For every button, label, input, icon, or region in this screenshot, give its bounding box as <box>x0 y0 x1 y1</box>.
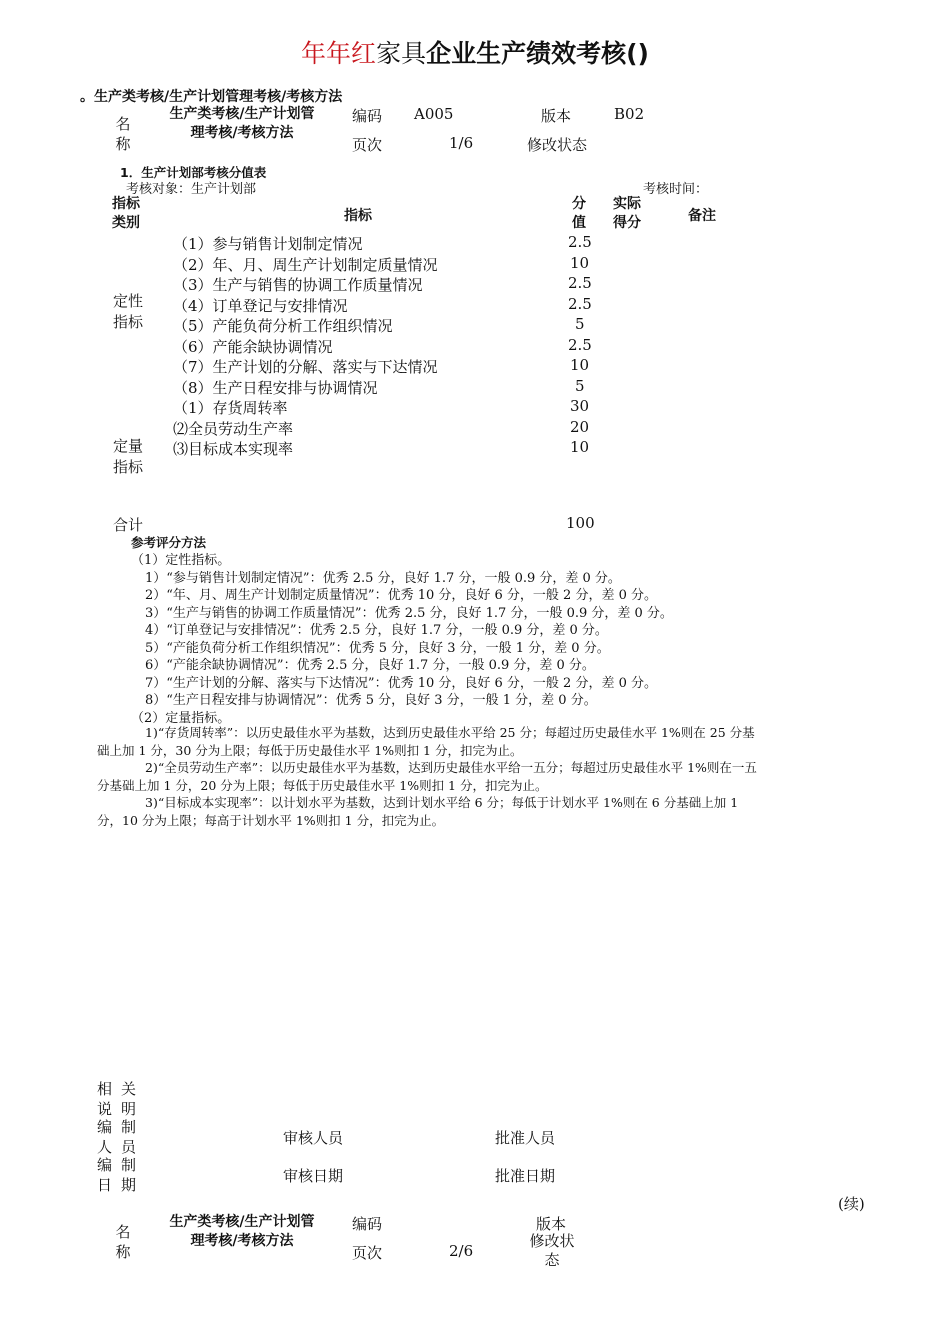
header2-code-label: 编码 <box>352 1215 383 1233</box>
header2-revision-label: 修改状态 <box>529 1232 575 1269</box>
table-row-score: 20 <box>570 418 590 436</box>
editor-label: 编制人员 <box>97 1118 146 1156</box>
table-row-score: 10 <box>570 254 590 272</box>
related-label: 相关说明 <box>97 1080 146 1118</box>
qualitative-head: （1）定性指标。 <box>131 553 231 568</box>
table-row-score: 30 <box>570 397 590 415</box>
table-row-indicator: （5）产能负荷分析工作组织情况 <box>173 317 393 335</box>
breadcrumb: 。生产类考核/生产计划管理考核/考核方法 <box>80 89 343 105</box>
col-category: 指标类别 <box>112 196 140 231</box>
table-row-indicator: （7）生产计划的分解、落实与下达情况 <box>173 358 438 376</box>
method-item: 1）“参与销售计划制定情况”：优秀 2.5 分，良好 1.7 分，一般 0.9 分，差 0 分。 <box>145 571 621 586</box>
header-page-value: 1/6 <box>449 134 474 152</box>
header2-page-value: 2/6 <box>449 1242 474 1260</box>
table-row-indicator: （1）参与销售计划制定情况 <box>173 235 363 253</box>
header2-name-value: 生产类考核/生产计划管理考核/考核方法 <box>169 1214 315 1249</box>
approve-date-label: 批准日期 <box>495 1167 556 1185</box>
method-item: 8）“生产日程安排与协调情况”：优秀 5 分，良好 3 分，一般 1 分，差 0 分。 <box>145 693 597 708</box>
table-row-score: 2.5 <box>568 336 592 354</box>
method-item: 4）“订单登记与安排情况”：优秀 2.5 分，良好 1.7 分，一般 0.9 分，差 0 分。 <box>145 623 608 638</box>
method-item: 3）“生产与销售的协调工作质量情况”：优秀 2.5 分，良好 1.7 分，一般 0.9 分，差 0 分。 <box>145 606 673 621</box>
col-score: 分值 <box>572 196 586 231</box>
table-row-score: 5 <box>575 315 585 333</box>
header-page-label: 页次 <box>352 136 383 154</box>
method-paragraph: 1)“存货周转率”：以历史最佳水平为基数，达到历史最佳水平给 25 分；每超过历史最佳水平 1%则在 25 分基础上加 1 分，30 分为上限；每低于历史最佳水平 1%则扣 1 分，扣完为止。 <box>97 725 755 758</box>
method-item: 2）“年、月、周生产计划制定质量情况”：优秀 10 分，良好 6 分，一般 2 分，差 0 分。 <box>145 588 657 603</box>
header-name-label: 名称 <box>115 115 131 153</box>
method-item: 7）“生产计划的分解、落实与下达情况”：优秀 10 分，良好 6 分，一般 2 分，差 0 分。 <box>145 676 657 691</box>
table-row-indicator: （2）年、月、周生产计划制定质量情况 <box>173 256 438 274</box>
table-row-indicator: （1）存货周转率 <box>173 399 288 417</box>
col-remark: 备注 <box>688 208 716 224</box>
header-version-value: B02 <box>614 105 645 123</box>
approver-label: 批准人员 <box>495 1129 556 1147</box>
header-version-label: 版本 <box>541 107 572 125</box>
header2-version-label: 版本 <box>536 1215 567 1233</box>
table-row-score: 10 <box>570 438 590 456</box>
review-date-label: 审核日期 <box>283 1167 344 1185</box>
qualitative-label: 定性指标 <box>113 292 144 331</box>
table-row-score: 2.5 <box>568 295 592 313</box>
quantitative-label: 定量指标 <box>113 437 144 476</box>
method-item: 6）“产能余缺协调情况”：优秀 2.5 分，良好 1.7 分，一般 0.9 分，差 0 分。 <box>145 658 595 673</box>
table-row-indicator: （4）订单登记与安排情况 <box>173 297 348 315</box>
reviewer-label: 审核人员 <box>283 1129 344 1147</box>
header-code-value: A005 <box>414 105 454 123</box>
header-revision-label: 修改状态 <box>527 136 588 154</box>
header2-name-label: 名称 <box>115 1223 131 1261</box>
header-code-label: 编码 <box>352 107 383 125</box>
table-row-indicator: （6）产能余缺协调情况 <box>173 338 333 356</box>
col-indicator: 指标 <box>344 208 372 224</box>
table-row-score: 2.5 <box>568 274 592 292</box>
table-row-indicator: ⑵全员劳动生产率 <box>173 420 294 438</box>
section-title: 1．生产计划部考核分值表 <box>120 165 267 180</box>
table-row-indicator: ⑶目标成本实现率 <box>173 440 294 458</box>
method-title: 参考评分方法 <box>131 535 207 550</box>
table-row-score: 5 <box>575 377 585 395</box>
col-actual: 实际得分 <box>613 196 641 231</box>
table-row-indicator: （3）生产与销售的协调工作质量情况 <box>173 276 423 294</box>
quantitative-head: （2）定量指标。 <box>131 711 231 726</box>
method-paragraph: 3)“目标成本实现率”：以计划水平为基数，达到计划水平给 6 分；每低于计划水平 1%则在 6 分基础上加 1 分，10 分为上限；每高于计划水平 1%则扣 1 分，扣完为止。 <box>97 795 739 828</box>
table-row-score: 10 <box>570 356 590 374</box>
method-item: 5）“产能负荷分析工作组织情况”：优秀 5 分，良好 3 分，一般 1 分，差 0 分。 <box>145 641 610 656</box>
method-paragraph: 2)“全员劳动生产率”：以历史最佳水平为基数，达到历史最佳水平给一五分；每超过历史最佳水平 1%则在一五分基础上加 1 分，20 分为上限；每低于历史最佳水平 1%则扣 1 分，扣完为止。 <box>97 760 757 793</box>
page-title: 年年红家具企业生产绩效考核() <box>301 39 649 68</box>
header-name-value: 生产类考核/生产计划管理考核/考核方法 <box>169 106 315 141</box>
edit-date-label: 编制日期 <box>97 1156 146 1194</box>
total-value: 100 <box>566 514 595 532</box>
table-row-indicator: （8）生产日程安排与协调情况 <box>173 379 378 397</box>
total-label: 合计 <box>113 516 144 534</box>
assessment-target: 考核对象：生产计划部 <box>126 182 257 197</box>
assessment-time: 考核时间： <box>643 182 709 197</box>
continued-mark: (续) <box>838 1195 865 1213</box>
header2-page-label: 页次 <box>352 1244 383 1262</box>
table-row-score: 2.5 <box>568 233 592 251</box>
